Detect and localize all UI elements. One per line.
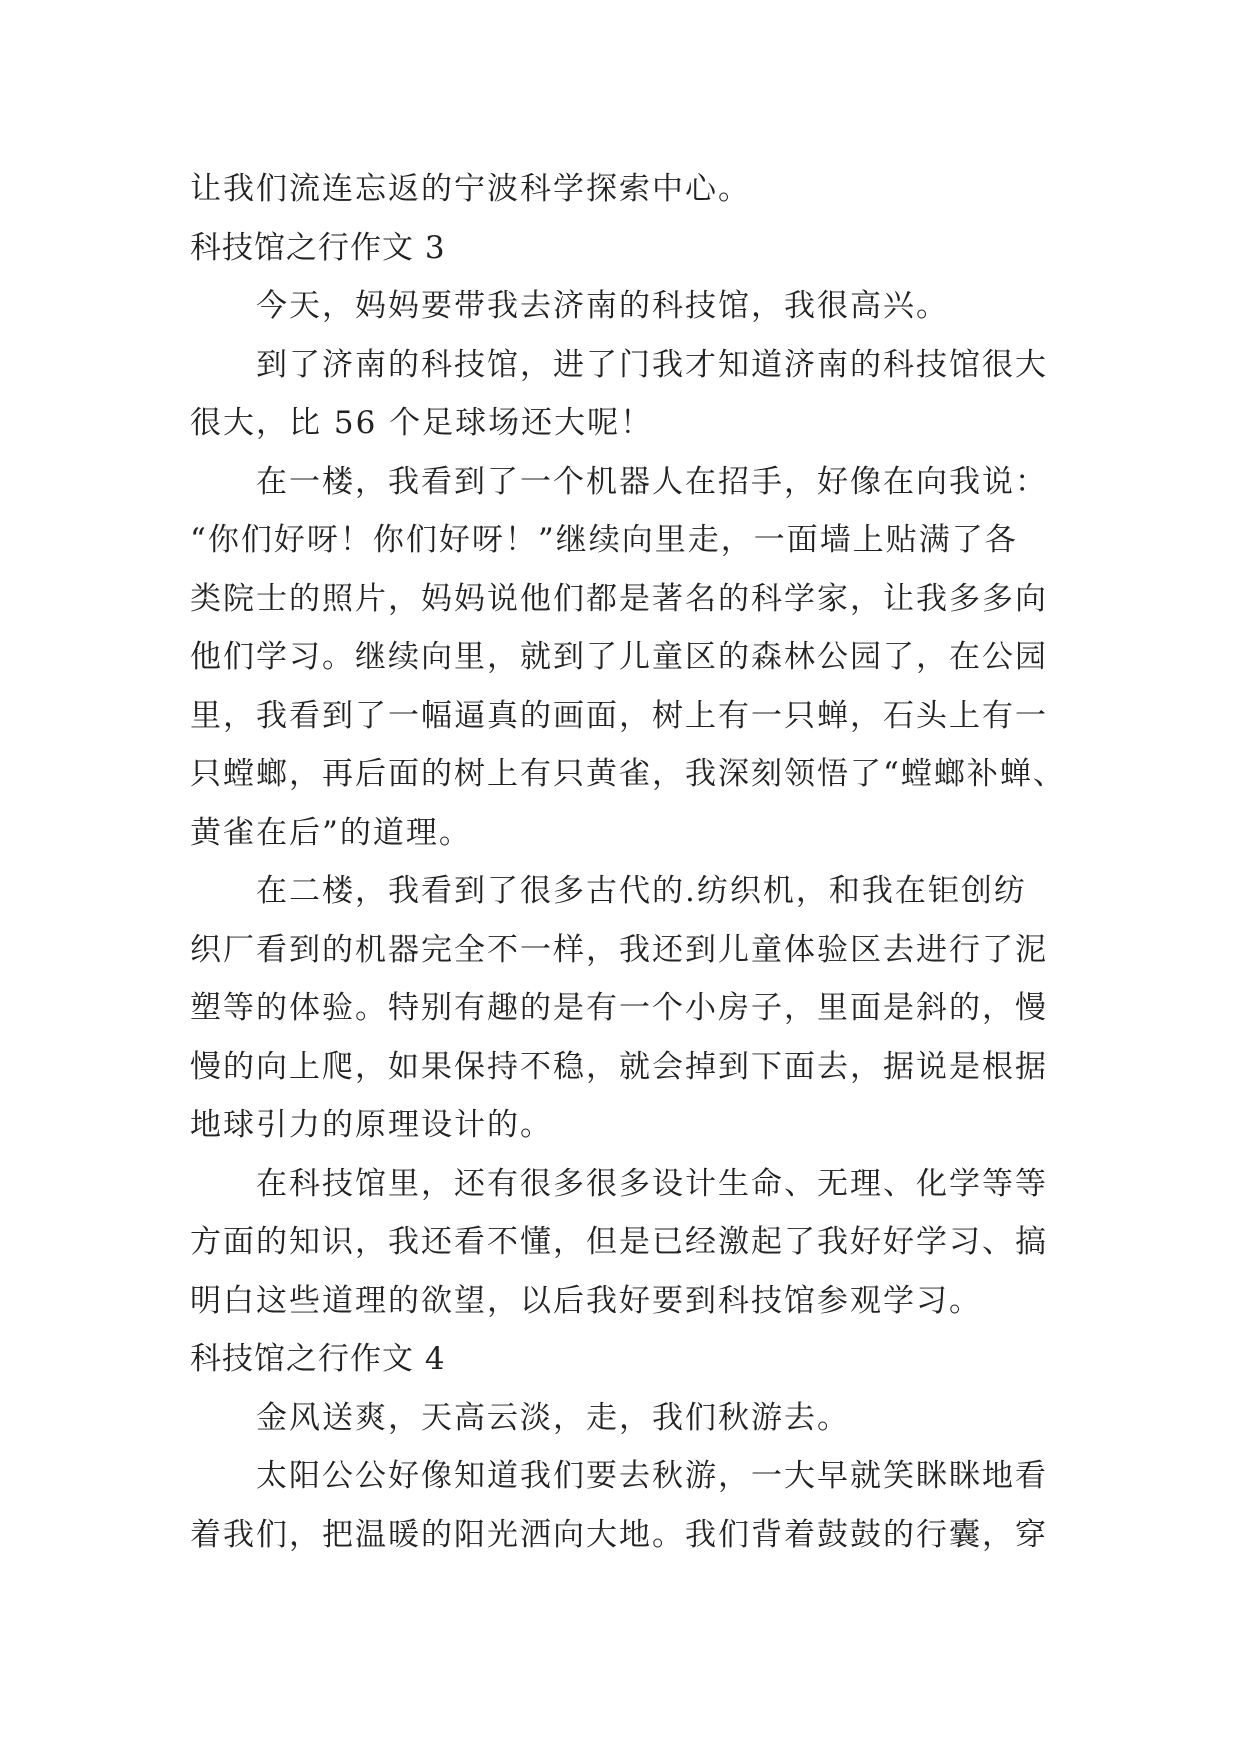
text-line: 很大，比 56 个足球场还大呢！: [190, 405, 654, 441]
text-line: 着我们，把温暖的阳光洒向大地。我们背着鼓鼓的行囊，穿: [190, 1516, 1048, 1553]
text-line: 黄雀在后”的道理。: [190, 814, 472, 851]
text-line: 类院士的照片，妈妈说他们都是著名的科学家，让我多多向: [190, 580, 1048, 617]
text-line: 里，我看到了一幅逼真的画面，树上有一只蝉，石头上有一: [190, 697, 1048, 734]
document-body: [190, 160, 1066, 1564]
text-line: 到了济南的科技馆，进了门我才知道济南的科技馆很大: [256, 346, 1048, 383]
text-line: 织厂看到的机器完全不一样，我还到儿童体验区去进行了泥: [190, 931, 1048, 968]
text-line: 在一楼，我看到了一个机器人在招手，好像在向我说：: [256, 463, 1048, 500]
text-line: 他们学习。继续向里，就到了儿童区的森林公园了，在公园: [190, 639, 1048, 675]
text-line: 方面的知识，我还看不懂，但是已经激起了我好好学习、搞: [190, 1224, 1048, 1260]
text-line: “你们好呀！你们好呀！”继续向里走，一面墙上贴满了各: [190, 522, 1018, 558]
text-line: 金风送爽，天高云淡，走，我们秋游去。: [256, 1399, 850, 1436]
text-line: 在二楼，我看到了很多古代的.纺织机，和我在钜创纺: [256, 873, 1027, 909]
text-line: 明白这些道理的欲望，以后我好要到科技馆参观学习。: [190, 1282, 982, 1319]
text-line: 慢的向上爬，如果保持不稳，就会掉到下面去，据说是根据: [190, 1048, 1048, 1085]
text-line: 只螳螂，再后面的树上有只黄雀，我深刻领悟了“螳螂补蝉、: [190, 756, 1066, 792]
text-line: 太阳公公好像知道我们要去秋游，一大早就笑眯眯地看: [256, 1458, 1048, 1494]
text-line: 今天，妈妈要带我去济南的科技馆，我很高兴。: [256, 288, 949, 324]
section-heading: 科技馆之行作文 4: [190, 1341, 446, 1377]
text-line: 地球引力的原理设计的。: [190, 1107, 553, 1143]
text-line: 在科技馆里，还有很多很多设计生命、无理、化学等等: [256, 1165, 1048, 1202]
section-heading: 科技馆之行作文 3: [190, 229, 446, 266]
text-line: 让我们流连忘返的宁波科学探索中心。: [190, 171, 751, 207]
text-line: 塑等的体验。特别有趣的是有一个小房子，里面是斜的，慢: [190, 990, 1048, 1026]
